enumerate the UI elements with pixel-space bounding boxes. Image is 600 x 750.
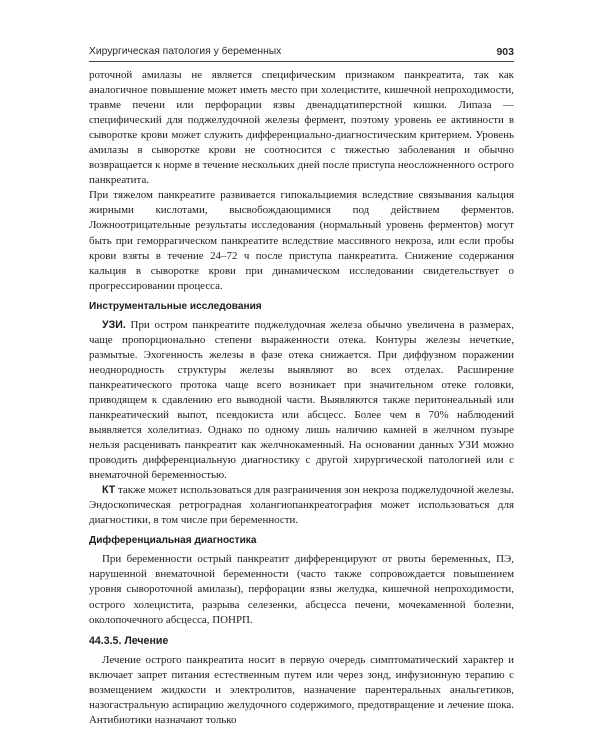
book-page [89, 46, 514, 728]
running-title: Хирургическая патология у беременных [89, 46, 282, 57]
term-ct: КТ [102, 484, 116, 497]
running-header [89, 46, 514, 62]
paragraph-amylase: роточной амилазы не является специфическим признаком панкреатита, так как аналогичное повышение может иметь место при холецистите, кишечной непроходимости, травме печени или перфорации язвы двенадцатиперстной кишки. Липаза — специфический для поджелудочной железы фермент, поэтому уровень ее активности в сыворотке крови может служить дифференциально-диагностическим критерием. Уровень амилазы в сыворотке крови не соотносится с тяжестью заболевания и обычно возвращается к норме в течение нескольких дней после приступа неосложненного острого панкреатита. [89, 69, 514, 187]
paragraph-hypocalcemia: При тяжелом панкреатите развивается гипокальциемия вследствие связывания кальция жирными кислотами, высвобождающимися под действием ферментов. Ложноотрицательные результаты исследования (нормальный уровень ферментов) могут быть при геморрагическом панкреатите вследствие массивного некроза, или если пробы крови взяты в течение 24–72 ч после приступа панкреатита. Снижение содержания кальция в сыворотке крови при динамическом исследовании свидетельствует о прогрессировании процесса. [89, 189, 514, 292]
paragraph-ct [89, 483, 514, 528]
paragraph-treatment: Лечение острого панкреатита носит в первую очередь симптоматический характер и включает запрет питания естественным путем или через зонд, инфузионную терапию с возмещением жидкости и электролитов, назначение парентеральных анальгетиков, назогастральную аспирацию желудочного содержимого, предотвращение и лечение шока. Антибиотики назначают только [89, 653, 514, 726]
ct-text: также может использоваться для разграничения зон некроза поджелудочной железы. Эндоскопическая ретроградная холангиопанкреатография может использоваться для диагностики, в том числе при беременности. [89, 484, 514, 527]
paragraph-differential: При беременности острый панкреатит дифференцируют от рвоты беременных, ПЭ, нарушенной внематочной беременности (часто также сопровождается повышением уровня сывороточной амилазы), перфорации язвы желудка, кишечной непроходимости, острого холецистита, разрыва селезенки, абсцесса печени, мочекаменной болезни, околопочечного абсцесса, ПОНРП. [89, 553, 514, 626]
paragraph-ultrasound [89, 318, 514, 484]
subheading-differential: Дифференциальная диагностика [89, 535, 257, 547]
page-body [89, 68, 514, 728]
section-heading-treatment: 44.3.5. Лечение [89, 634, 169, 647]
page-number: 903 [496, 46, 514, 58]
term-ultrasound: УЗИ. [102, 318, 126, 331]
ultrasound-text: При остром панкреатите поджелудочная железа обычно увеличена в размерах, чаще пропорционально степени выраженности отека. Контуры железы нечеткие, размытые. Эхогенность железы в фазе отека снижается. При диффузном поражении неоднородность структуры железы выявляют во всех отделах. Расширение панкреатического протока чаще всего возникает при значительном отеке головки, приводящем к сдавлению его выводной части. Выявляются также перитонеальный или панкреатический выпот, псевдокиста или абсцесс. Более чем в 70% наблюдений выявляется холелитиаз. Однако по одному лишь наличию камней в желчном пузыре нельзя расценивать панкреатит как желчнокаменный. На основании данных УЗИ можно проводить дифференциальную диагностику с другой хирургической патологией или с внематочной беременностью. [89, 318, 514, 482]
subheading-instrumental: Инструментальные исследования [89, 300, 262, 312]
